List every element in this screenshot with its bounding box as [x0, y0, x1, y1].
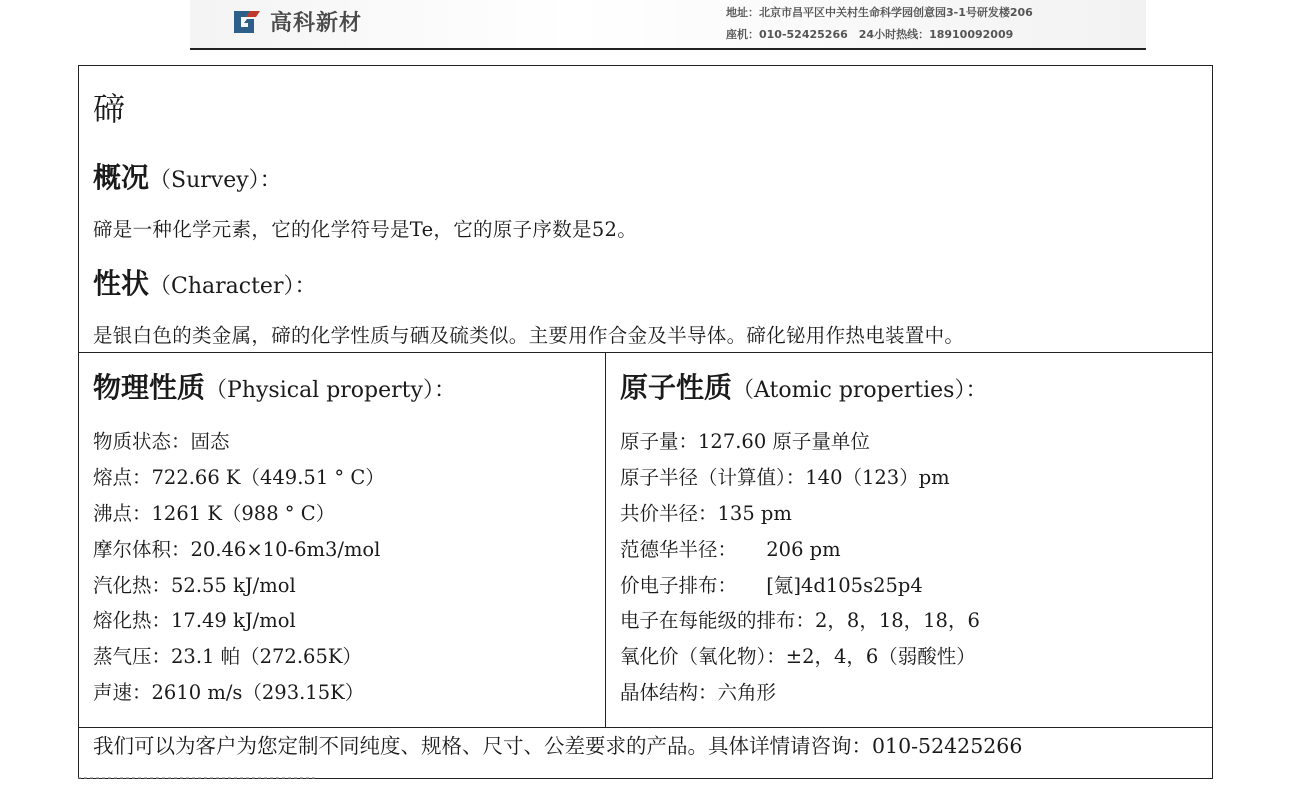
- column-divider: [605, 352, 606, 728]
- atomic-heading: [620, 366, 1200, 418]
- atomic-heading-cn: 原子性质: [620, 371, 733, 404]
- atomic-item: 价电子排布： [氪]4d105s25p4: [620, 573, 923, 597]
- atomic-item: 晶体结构：六角形: [620, 681, 777, 705]
- physical-item: 摩尔体积：20.46×10-6m3/mol: [93, 537, 381, 561]
- physical-properties-section: [93, 366, 593, 711]
- character-heading-cn: 性状: [93, 267, 150, 300]
- physical-list: [93, 424, 593, 711]
- physical-item: 熔点：722.66 K（449.51 ° C）: [93, 465, 385, 489]
- physical-item: 熔化热：17.49 kJ/mol: [93, 609, 296, 633]
- physical-item: 物质状态：固态: [93, 430, 230, 453]
- atomic-properties-section: [620, 366, 1200, 711]
- character-heading-en: （Character）：: [149, 274, 317, 299]
- physical-item: 声速：2610 m/s（293.15K）: [93, 681, 365, 705]
- atomic-item: 原子半径（计算值）：140（123）pm: [620, 465, 950, 489]
- contact-info: [726, 4, 1033, 48]
- atomic-item: 电子在每能级的排布：2，8，18，18，6: [620, 609, 980, 633]
- survey-heading-cn: 概况: [93, 161, 150, 194]
- atomic-item: 原子量：127.60 原子量单位: [620, 430, 870, 453]
- company-logo: [230, 4, 362, 38]
- company-name: 高科新材: [270, 10, 363, 36]
- atomic-item: 范德华半径： 206 pm: [620, 537, 841, 561]
- divider-bottom: [79, 727, 1212, 728]
- survey-heading-en: （Survey）：: [149, 168, 282, 193]
- physical-item: 汽化热：52.55 kJ/mol: [93, 573, 296, 597]
- logo-mark-icon: [230, 5, 262, 37]
- character-heading: [93, 262, 316, 302]
- datasheet-frame: [78, 65, 1213, 779]
- survey-text: 碲是一种化学元素，它的化学符号是Te，它的原子序数是52。: [93, 218, 638, 241]
- physical-item: 沸点：1261 K（988 ° C）: [93, 501, 336, 525]
- atomic-heading-en: （Atomic properties）：: [732, 378, 988, 403]
- character-text: 是银白色的类金属，碲的化学性质与硒及硫类似。主要用作合金及半导体。碲化铋用作热电装置中。: [93, 324, 965, 347]
- survey-heading: [93, 156, 282, 196]
- atomic-item: 氧化价（氧化物）：±2，4，6（弱酸性）: [620, 645, 976, 669]
- atomic-list: [620, 424, 1200, 711]
- atomic-item: 共价半径：135 pm: [620, 501, 792, 525]
- page-header: [190, 0, 1146, 50]
- dotted-rule: [78, 777, 318, 779]
- physical-heading-cn: 物理性质: [93, 371, 206, 404]
- footer-contact-text: 我们可以为客户为您定制不同纯度、规格、尺寸、公差要求的产品。具体详情请咨询：010-52425266: [93, 734, 1023, 758]
- physical-heading-en: （Physical property）：: [205, 378, 456, 403]
- address-line: 地址：北京市昌平区中关村生命科学园创意园3-1号研发楼206: [726, 6, 1033, 19]
- physical-heading: [93, 366, 593, 418]
- element-name: 碲: [93, 90, 126, 128]
- phone-line: 座机：010-52425266 24小时热线：18910092009: [726, 28, 1014, 41]
- divider-top: [79, 352, 1212, 353]
- physical-item: 蒸气压：23.1 帕（272.65K）: [93, 645, 362, 669]
